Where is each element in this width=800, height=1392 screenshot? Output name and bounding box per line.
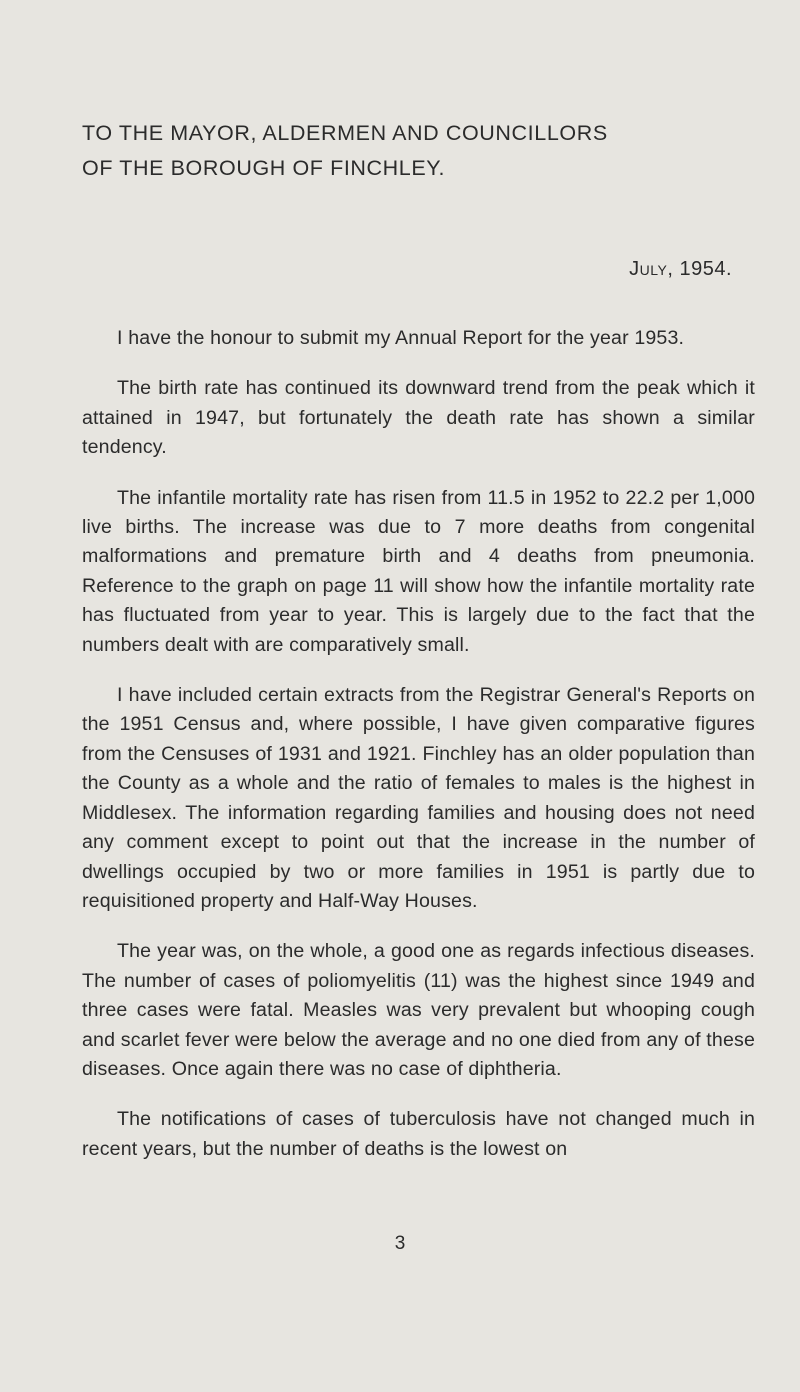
heading-line-1: TO THE MAYOR, ALDERMEN AND COUNCILLORS [82, 121, 608, 145]
page-number: 3 [394, 1233, 406, 1254]
paragraph-birth-rate: The birth rate has continued its downward trend from the peak which it attained in 1947, but fortunately the death rate has shown a similar tendency. [82, 377, 755, 459]
paragraph-intro: I have the honour to submit my Annual Report for the year 1953. [117, 327, 685, 349]
report-body [82, 324, 755, 1185]
heading-line-2: OF THE BOROUGH OF FINCHLEY. [82, 156, 446, 180]
paragraph-census: I have included certain extracts from the Registrar General's Reports on the 1951 Census and, where possible, I have given comparative figures from the Censuses of 1931 and 1921. Finchley has an older population than the County as a whole and the ratio of females to males is the highest in Middlesex. The information regarding families and housing does not need any comment except to point out that the increase in the number of dwellings occupied by two or more families in 1951 is partly due to requisitioned property and Half-Way Houses. [82, 684, 755, 912]
paragraph-infectious-diseases: The year was, on the whole, a good one as regards infectious diseases. The number of cases of poliomyelitis (11) was the highest since 1949 and three cases were fatal. Measles was very prevalent but whooping cough and scarlet fever were below the average and no one died from any of these diseases. Once again there was no case of diphtheria. [82, 940, 755, 1080]
paragraph-infantile-mortality: The infantile mortality rate has risen from 11.5 in 1952 to 22.2 per 1,000 live births. The increase was due to 7 more deaths from congenital malformations and premature birth and 4 deaths from pneumonia. Reference to the graph on page 11 will show how the infantile mortality rate has fluctuated from year to year. This is largely due to the fact that the numbers dealt with are comparatively small. [82, 486, 755, 656]
report-heading [82, 116, 762, 186]
report-date: July, 1954. [629, 258, 732, 280]
paragraph-tuberculosis: The notifications of cases of tuberculosis have not changed much in recent years, but the number of deaths is the lowest on [82, 1108, 755, 1160]
